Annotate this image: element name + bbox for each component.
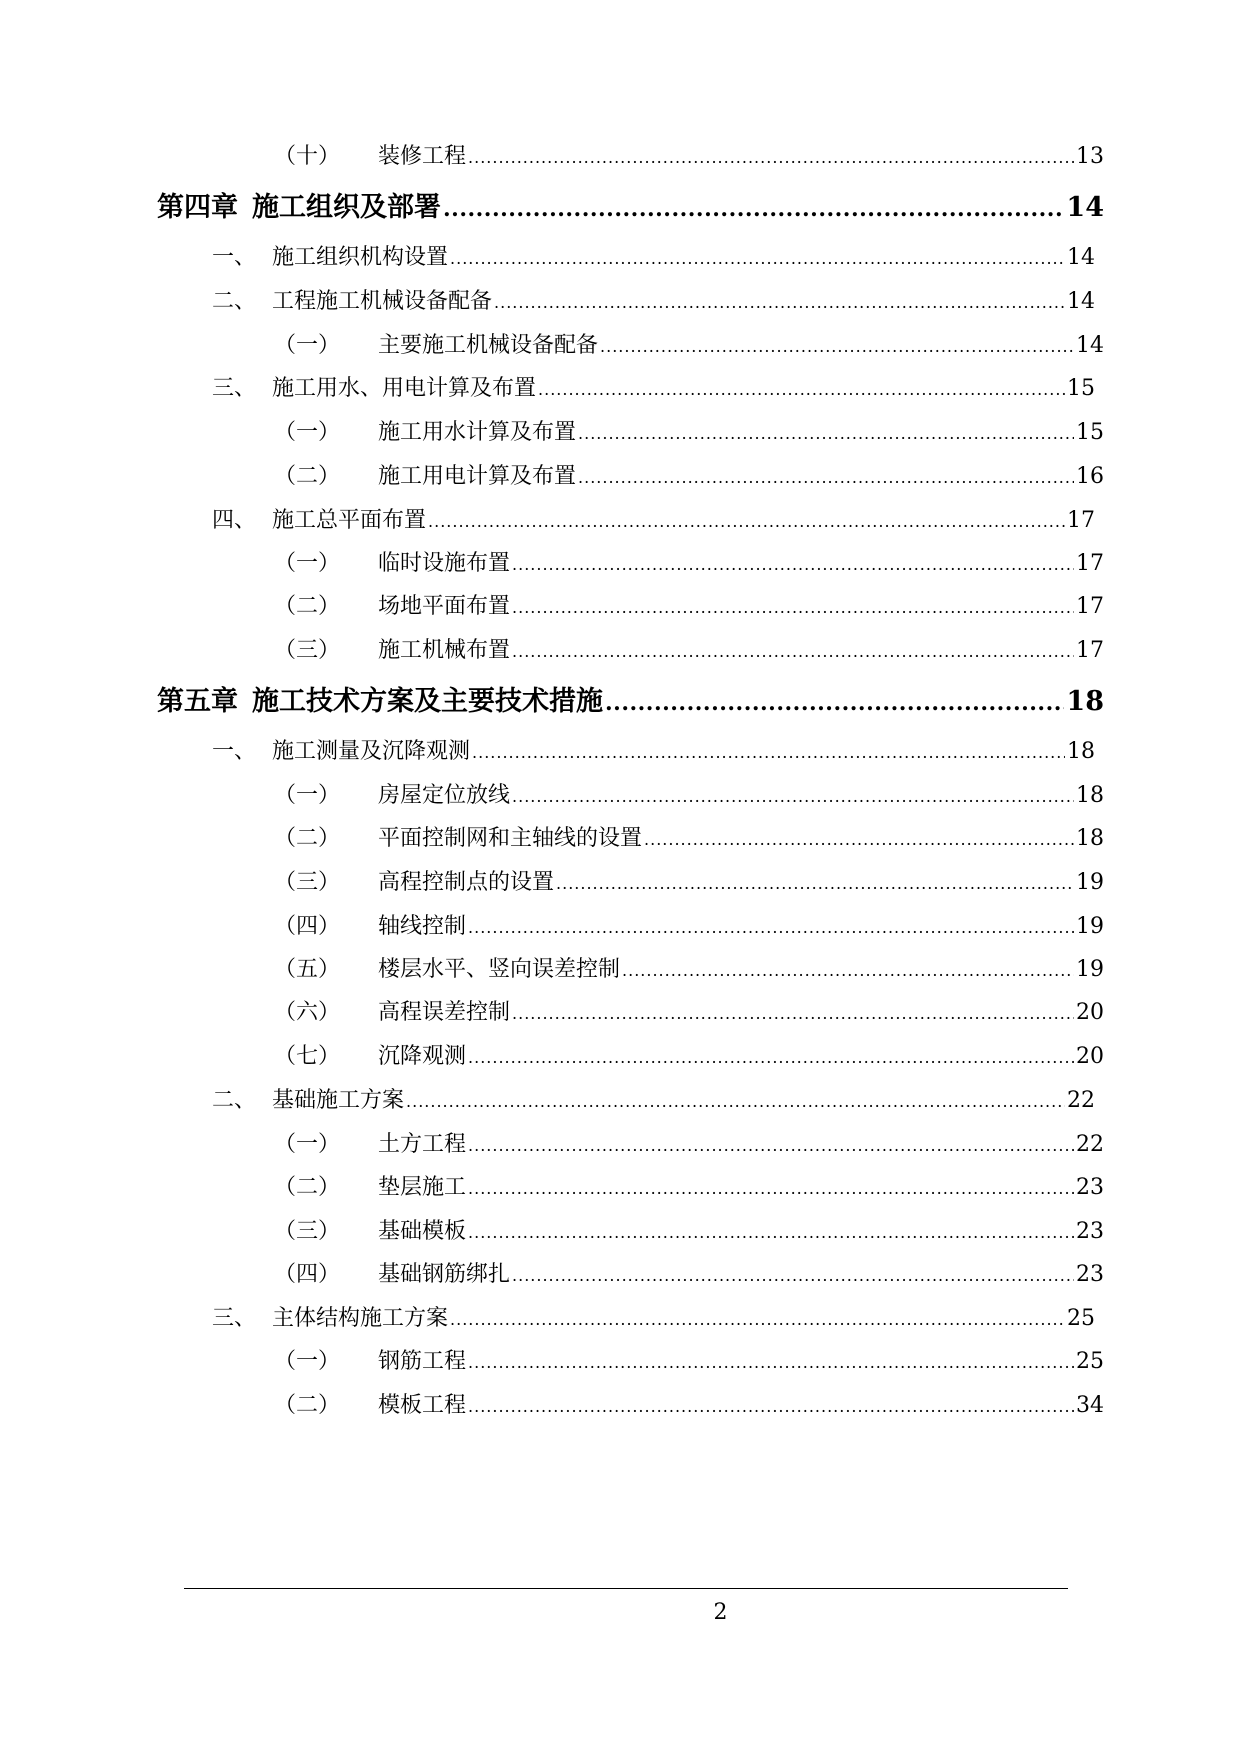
toc-entry-page: 23 — [1076, 1262, 1104, 1287]
dot-leader — [622, 956, 1074, 986]
toc-entry-page: 14 — [1067, 245, 1095, 270]
toc-entry-page: 19 — [1076, 914, 1104, 939]
toc-entry-title: 沉降观测 — [378, 1044, 467, 1069]
dot-leader — [512, 782, 1074, 812]
toc-entry-page: 18 — [1067, 739, 1095, 764]
toc-entry — [274, 549, 1104, 579]
dot-leader — [468, 1348, 1074, 1378]
toc-entry-page: 19 — [1076, 957, 1104, 982]
toc-entry — [274, 142, 1104, 172]
toc-entry-page: 14 — [1067, 289, 1095, 314]
dot-leader — [443, 191, 1064, 227]
toc-entry-title: 施工用水计算及布置 — [378, 420, 577, 445]
toc-entry-title: 钢筋工程 — [378, 1349, 467, 1374]
toc-entry — [274, 824, 1104, 854]
toc-entry — [274, 1391, 1104, 1421]
toc-entry-number: （一） — [274, 551, 341, 576]
toc-entry-number: （五） — [274, 957, 341, 982]
dot-leader — [600, 332, 1074, 362]
dot-leader — [450, 244, 1065, 274]
dot-leader — [578, 463, 1074, 493]
toc-entry-number: （三） — [274, 638, 341, 663]
toc-entry — [212, 1304, 1095, 1334]
toc-entry — [274, 636, 1104, 666]
toc-entry-page: 18 — [1076, 783, 1104, 808]
toc-entry — [274, 998, 1104, 1028]
dot-leader — [406, 1087, 1065, 1117]
toc-entry — [274, 418, 1104, 448]
toc-entry-number: 三、 — [212, 376, 257, 401]
toc-entry-page: 15 — [1067, 376, 1095, 401]
dot-leader — [468, 1131, 1074, 1161]
dot-leader — [468, 1392, 1074, 1422]
toc-entry-title: 施工总平面布置 — [272, 508, 427, 533]
toc-entry-number: 一、 — [212, 245, 257, 270]
toc-entry-number: 三、 — [212, 1306, 257, 1331]
toc-entry-page: 15 — [1076, 420, 1104, 445]
toc-entry-page: 13 — [1076, 144, 1104, 169]
toc-entry-title: 高程控制点的设置 — [378, 870, 555, 895]
toc-entry-number: （二） — [274, 1175, 341, 1200]
toc-entry-page: 20 — [1076, 1044, 1104, 1069]
toc-entry-page: 20 — [1076, 1000, 1104, 1025]
dot-leader — [512, 550, 1074, 580]
toc-entry-title: 施工用电计算及布置 — [378, 464, 577, 489]
dot-leader — [512, 593, 1074, 623]
dot-leader — [468, 1043, 1074, 1073]
toc-entry-title: 施工测量及沉降观测 — [272, 739, 471, 764]
toc-entry-title: 工程施工机械设备配备 — [272, 289, 493, 314]
toc-entry-page: 17 — [1076, 638, 1104, 663]
toc-entry-number: （二） — [274, 1393, 341, 1418]
toc-entry-number: （一） — [274, 333, 341, 358]
toc-entry-page: 22 — [1067, 1088, 1095, 1113]
dot-leader — [468, 1218, 1074, 1248]
toc-entry-title: 基础施工方案 — [272, 1088, 405, 1113]
toc-entry-number: （一） — [274, 1132, 341, 1157]
toc-entry-title: 楼层水平、竖向误差控制 — [378, 957, 621, 982]
toc-entry — [274, 781, 1104, 811]
toc-entry-page: 14 — [1076, 333, 1104, 358]
toc-entry — [274, 868, 1104, 898]
toc-chapter-entry — [157, 684, 1104, 720]
toc-entry-page: 18 — [1076, 826, 1104, 851]
toc-entry-title: 房屋定位放线 — [378, 783, 511, 808]
toc-entry — [274, 1173, 1104, 1203]
toc-entry — [212, 1086, 1095, 1116]
toc-entry-title: 土方工程 — [378, 1132, 467, 1157]
dot-leader — [468, 913, 1074, 943]
toc-entry-title: 平面控制网和主轴线的设置 — [378, 826, 643, 851]
toc-entry-page: 16 — [1076, 464, 1104, 489]
toc-entry — [274, 331, 1104, 361]
toc-entry-page: 34 — [1076, 1393, 1104, 1418]
toc-entry-number: （七） — [274, 1044, 341, 1069]
toc-entry-page: 19 — [1076, 870, 1104, 895]
toc-entry-title: 施工组织机构设置 — [272, 245, 449, 270]
toc-entry — [212, 287, 1095, 317]
toc-entry-page: 18 — [1066, 686, 1104, 717]
toc-entry-title: 场地平面布置 — [378, 594, 511, 619]
toc-entry — [274, 912, 1104, 942]
toc-entry-number: （十） — [274, 144, 341, 169]
toc-entry-number: （六） — [274, 1000, 341, 1025]
toc-entry-title: 模板工程 — [378, 1393, 467, 1418]
dot-leader — [644, 825, 1074, 855]
toc-entry-page: 17 — [1067, 508, 1095, 533]
toc-entry-page: 23 — [1076, 1175, 1104, 1200]
toc-entry-number: （三） — [274, 1219, 341, 1244]
toc-entry-number: 二、 — [212, 289, 257, 314]
toc-entry-title: 装修工程 — [378, 144, 467, 169]
toc-entry-number: 第五章 — [157, 686, 238, 717]
toc-entry-number: （二） — [274, 826, 341, 851]
dot-leader — [494, 288, 1065, 318]
toc-entry — [274, 1217, 1104, 1247]
toc-entry-page: 22 — [1076, 1132, 1104, 1157]
dot-leader — [605, 685, 1064, 721]
dot-leader — [468, 1174, 1074, 1204]
toc-entry-page: 23 — [1076, 1219, 1104, 1244]
toc-entry-page: 17 — [1076, 594, 1104, 619]
toc-entry-number: （二） — [274, 594, 341, 619]
toc-entry — [274, 955, 1104, 985]
toc-entry-number: 四、 — [212, 508, 257, 533]
toc-entry — [274, 1260, 1104, 1290]
toc-entry-number: （一） — [274, 420, 341, 445]
toc-entry — [212, 374, 1095, 404]
dot-leader — [538, 375, 1065, 405]
toc-entry-number: 一、 — [212, 739, 257, 764]
toc-entry-title: 主体结构施工方案 — [272, 1306, 449, 1331]
toc-entry-number: （二） — [274, 464, 341, 489]
toc-entry-title: 垫层施工 — [378, 1175, 467, 1200]
dot-leader — [450, 1305, 1065, 1335]
toc-entry-number: （三） — [274, 870, 341, 895]
toc-entry-number: 第四章 — [157, 192, 238, 223]
toc-entry-title: 主要施工机械设备配备 — [378, 333, 599, 358]
toc-entry — [274, 1347, 1104, 1377]
dot-leader — [512, 637, 1074, 667]
footer-rule — [184, 1588, 1068, 1589]
dot-leader — [578, 419, 1074, 449]
toc-entry — [212, 737, 1095, 767]
toc-entry-title: 施工技术方案及主要技术措施 — [252, 686, 603, 717]
toc-entry — [274, 462, 1104, 492]
dot-leader — [428, 507, 1065, 537]
toc-entry-title: 基础钢筋绑扎 — [378, 1262, 511, 1287]
toc-entry-page: 25 — [1076, 1349, 1104, 1374]
toc-chapter-entry — [157, 190, 1104, 226]
toc-entry — [212, 243, 1095, 273]
dot-leader — [472, 738, 1065, 768]
toc-entry-title: 临时设施布置 — [378, 551, 511, 576]
toc-entry-number: 二、 — [212, 1088, 257, 1113]
page-number: 2 — [713, 1600, 728, 1625]
toc-entry-number: （一） — [274, 1349, 341, 1374]
toc-entry-title: 高程误差控制 — [378, 1000, 511, 1025]
toc-entry-title: 轴线控制 — [378, 914, 467, 939]
dot-leader — [556, 869, 1074, 899]
toc-entry-title: 基础模板 — [378, 1219, 467, 1244]
toc-entry-number: （一） — [274, 783, 341, 808]
toc-entry — [274, 1130, 1104, 1160]
toc-entry-title: 施工机械布置 — [378, 638, 511, 663]
toc-entry-title: 施工组织及部署 — [252, 192, 441, 223]
dot-leader — [512, 999, 1074, 1029]
toc-entry-number: （四） — [274, 1262, 341, 1287]
toc-entry — [274, 1042, 1104, 1072]
toc-entry-title: 施工用水、用电计算及布置 — [272, 376, 537, 401]
toc-entry-page: 14 — [1066, 192, 1104, 223]
toc-entry-page: 25 — [1067, 1306, 1095, 1331]
toc-entry-number: （四） — [274, 914, 341, 939]
toc-entry — [274, 592, 1104, 622]
dot-leader — [468, 143, 1074, 173]
dot-leader — [512, 1261, 1074, 1291]
toc-entry — [212, 506, 1095, 536]
toc-entry-page: 17 — [1076, 551, 1104, 576]
